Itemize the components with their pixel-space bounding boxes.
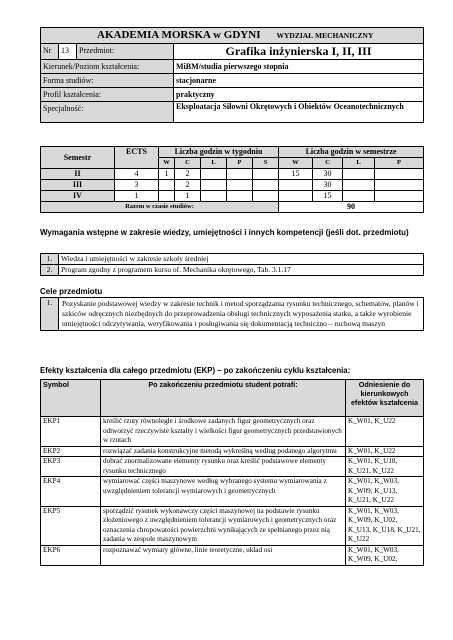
hours-cell: 1 [159, 169, 175, 180]
institution-row [41, 28, 424, 44]
ekp-symbol: EKP3 [41, 457, 101, 477]
hours-cell: 30 [313, 180, 343, 191]
ekp-symbol: EKP6 [41, 545, 101, 565]
study-form-value: stacjonarne [174, 74, 424, 88]
item-text: Program zgodny z programem kursu of. Mechanika okrętowego, Tab. 3.1.17 [59, 265, 424, 276]
col-c: C [175, 158, 201, 169]
col-l: L [343, 158, 375, 169]
ekp-header-row [41, 380, 424, 417]
specialty-value: Eksploatacja Siłowni Okrętowych i Obiektów Oceanotechnicznych [174, 102, 424, 123]
table-row [41, 477, 424, 507]
hours-cell: 15 [313, 191, 343, 202]
table-row [41, 446, 424, 457]
item-text: Wiedza i umiejętności w zakresie szkoły średniej [59, 254, 424, 265]
ekp-symbol: EKP5 [41, 506, 101, 545]
ekp-outcome: sporządzić rysunek wykonawczy części maszynowej na podstawie rysunku złożeniowego z uwzględnieniem tolerancji wymiarowych i geometrycznych oraz oznaczenia chropowatości powierzchni wynikających ze spełnianego przez nią zadania w zespole maszynowym [101, 506, 346, 545]
item-number: 1. [41, 254, 59, 265]
semester-label: II [41, 169, 115, 180]
list-item [41, 265, 424, 276]
reference-header: Odniesienie do kierunkowych efektów kształcenia [346, 380, 424, 417]
study-form-label: Forma studiów: [41, 74, 174, 88]
hours-cell [201, 191, 227, 202]
hours-cell [227, 191, 253, 202]
ects-value: 3 [115, 180, 159, 191]
semester-row [41, 169, 424, 180]
subject-label: Przedmiot: [77, 44, 174, 60]
ekp-reference: K_W01, K_W03, K_W09, K_U13, K_U21, K_U22 [346, 477, 424, 507]
item-number: 2. [41, 265, 59, 276]
ects-header: ECTS [115, 147, 159, 169]
table-row [41, 417, 424, 447]
ekp-reference: K_W01, K_U22 [346, 417, 424, 447]
goals-title: Cele przedmiotu [40, 287, 103, 296]
nr-label: Nr [41, 44, 59, 60]
ekp-title: Efekty kształcenia dla całego przedmiotu (EKP) – po zakończeniu cyklu kształcenia: [40, 366, 351, 375]
hours-cell [227, 169, 253, 180]
table-row [41, 545, 424, 565]
ekp-outcome: dobrać znormalizowane elementy rysunku oraz kreślić podstawowe elementy rysunku technicznego [101, 457, 346, 477]
hours-cell [253, 191, 279, 202]
hours-cell [343, 180, 375, 191]
hours-cell [201, 180, 227, 191]
col-p: P [375, 158, 424, 169]
list-item [41, 298, 424, 331]
field-value: MiBM/studia pierwszego stopnia [174, 60, 424, 74]
list-item [41, 254, 424, 265]
total-label: Razem w czasie studiów: [41, 202, 279, 213]
col-p: P [227, 158, 253, 169]
semester-label: IV [41, 191, 115, 202]
col-w: W [159, 158, 175, 169]
hours-cell [343, 191, 375, 202]
outcome-header: Po zakończeniu przedmiotu student potrafi: [101, 380, 346, 417]
goals-list [40, 297, 424, 331]
hours-cell [253, 169, 279, 180]
col-s: S [253, 158, 279, 169]
hours-cell: 15 [279, 169, 313, 180]
ekp-symbol: EKP4 [41, 477, 101, 507]
ekp-reference: K_W01, K_U22 [346, 446, 424, 457]
semester-hours-header: Liczba godzin w semestrze [279, 147, 424, 158]
ekp-reference: K_W01, K_U18, K_U21, K_U22 [346, 457, 424, 477]
table-row [41, 506, 424, 545]
hours-cell: 2 [175, 169, 201, 180]
semester-label: III [41, 180, 115, 191]
hours-cell: 2 [175, 180, 201, 191]
hours-cell [279, 180, 313, 191]
hours-cell [343, 169, 375, 180]
requirements-list [40, 253, 424, 276]
ekp-outcome: rozwiązać zadania konstrukcyjne metodą wykreślną według podanego algorytmu [101, 446, 346, 457]
hours-cell [159, 180, 175, 191]
item-number: 1. [41, 298, 59, 331]
ects-value: 1 [115, 191, 159, 202]
ekp-reference: K_W01, K_W03, K_W09, K_U02, K_U13, K_U18, K_U21, K_U22 [346, 506, 424, 545]
ekp-outcome: kreślić rzuty równoległe i środkowe zadanych figur geometrycznych oraz odtworzyć rzeczywiste kształty i wielkości figur geometrycznych przedstawionych w rzutach [101, 417, 346, 447]
specialty-label: Specjalność: [41, 102, 174, 123]
semester-row [41, 191, 424, 202]
weekly-hours-header: Liczba godzin w tygodniu [159, 147, 279, 158]
total-row [41, 202, 424, 213]
institution-name: AKADEMIA MORSKA w GDYNI [97, 29, 261, 41]
col-c: C [313, 158, 343, 169]
hours-cell [375, 169, 424, 180]
ekp-outcome: wymiarować części maszynowe według wybranego systemu wymiarowania z uwzględnieniem tolerancji wymiarowych i geometrycznych [101, 477, 346, 507]
hours-cell [201, 169, 227, 180]
hours-cell [279, 191, 313, 202]
hours-cell: 30 [313, 169, 343, 180]
ekp-symbol: EKP2 [41, 446, 101, 457]
table-row [41, 457, 424, 477]
semester-row [41, 180, 424, 191]
ekp-outcome: rozpoznawać wymiary główne, linie teoretyczne, układ osi [101, 545, 346, 565]
hours-cell [253, 180, 279, 191]
item-text: Pozyskanie podstawowej wiedzy w zakresie technik i metod sporządzania rysunku technicznego, schematów, planów i szkiców odręcznych niezbędnych do przeprowadzenia obsługi technicznych wyposażenia statku, a także wyrobienie umiejętności odczytywania, weryfikowania i posługiwania się dokumentacją techniczno – ruchową maszyn [59, 298, 424, 331]
ects-value: 4 [115, 169, 159, 180]
field-label: Kierunek/Poziom kształcenia: [41, 60, 174, 74]
col-l: L [201, 158, 227, 169]
faculty-name: WYDZIAŁ MECHANICZNY [276, 31, 374, 40]
col-w: W [279, 158, 313, 169]
hours-cell: 1 [175, 191, 201, 202]
nr-value: 13 [59, 44, 77, 60]
ekp-table [40, 379, 424, 566]
hours-cell [227, 180, 253, 191]
subject-title: Grafika inżynierska I, II, III [174, 44, 424, 60]
symbol-header: Symbol [41, 380, 101, 417]
hours-cell [375, 180, 424, 191]
requirements-title: Wymagania wstępne w zakresie wiedzy, umiejętności i innych kompetencji (jeśli dot. przedmiotu) [40, 228, 409, 237]
ekp-symbol: EKP1 [41, 417, 101, 447]
ekp-reference: K_W01, K_W03, K_W09, K_U02, [346, 545, 424, 565]
semester-header: Semestr [41, 147, 115, 169]
hours-cell [159, 191, 175, 202]
course-header-table [40, 27, 424, 123]
ects-hours-table [40, 146, 424, 213]
total-value: 90 [279, 202, 424, 213]
profile-value: praktyczny [174, 88, 424, 102]
hours-cell [375, 191, 424, 202]
profile-label: Profil kształcenia: [41, 88, 174, 102]
